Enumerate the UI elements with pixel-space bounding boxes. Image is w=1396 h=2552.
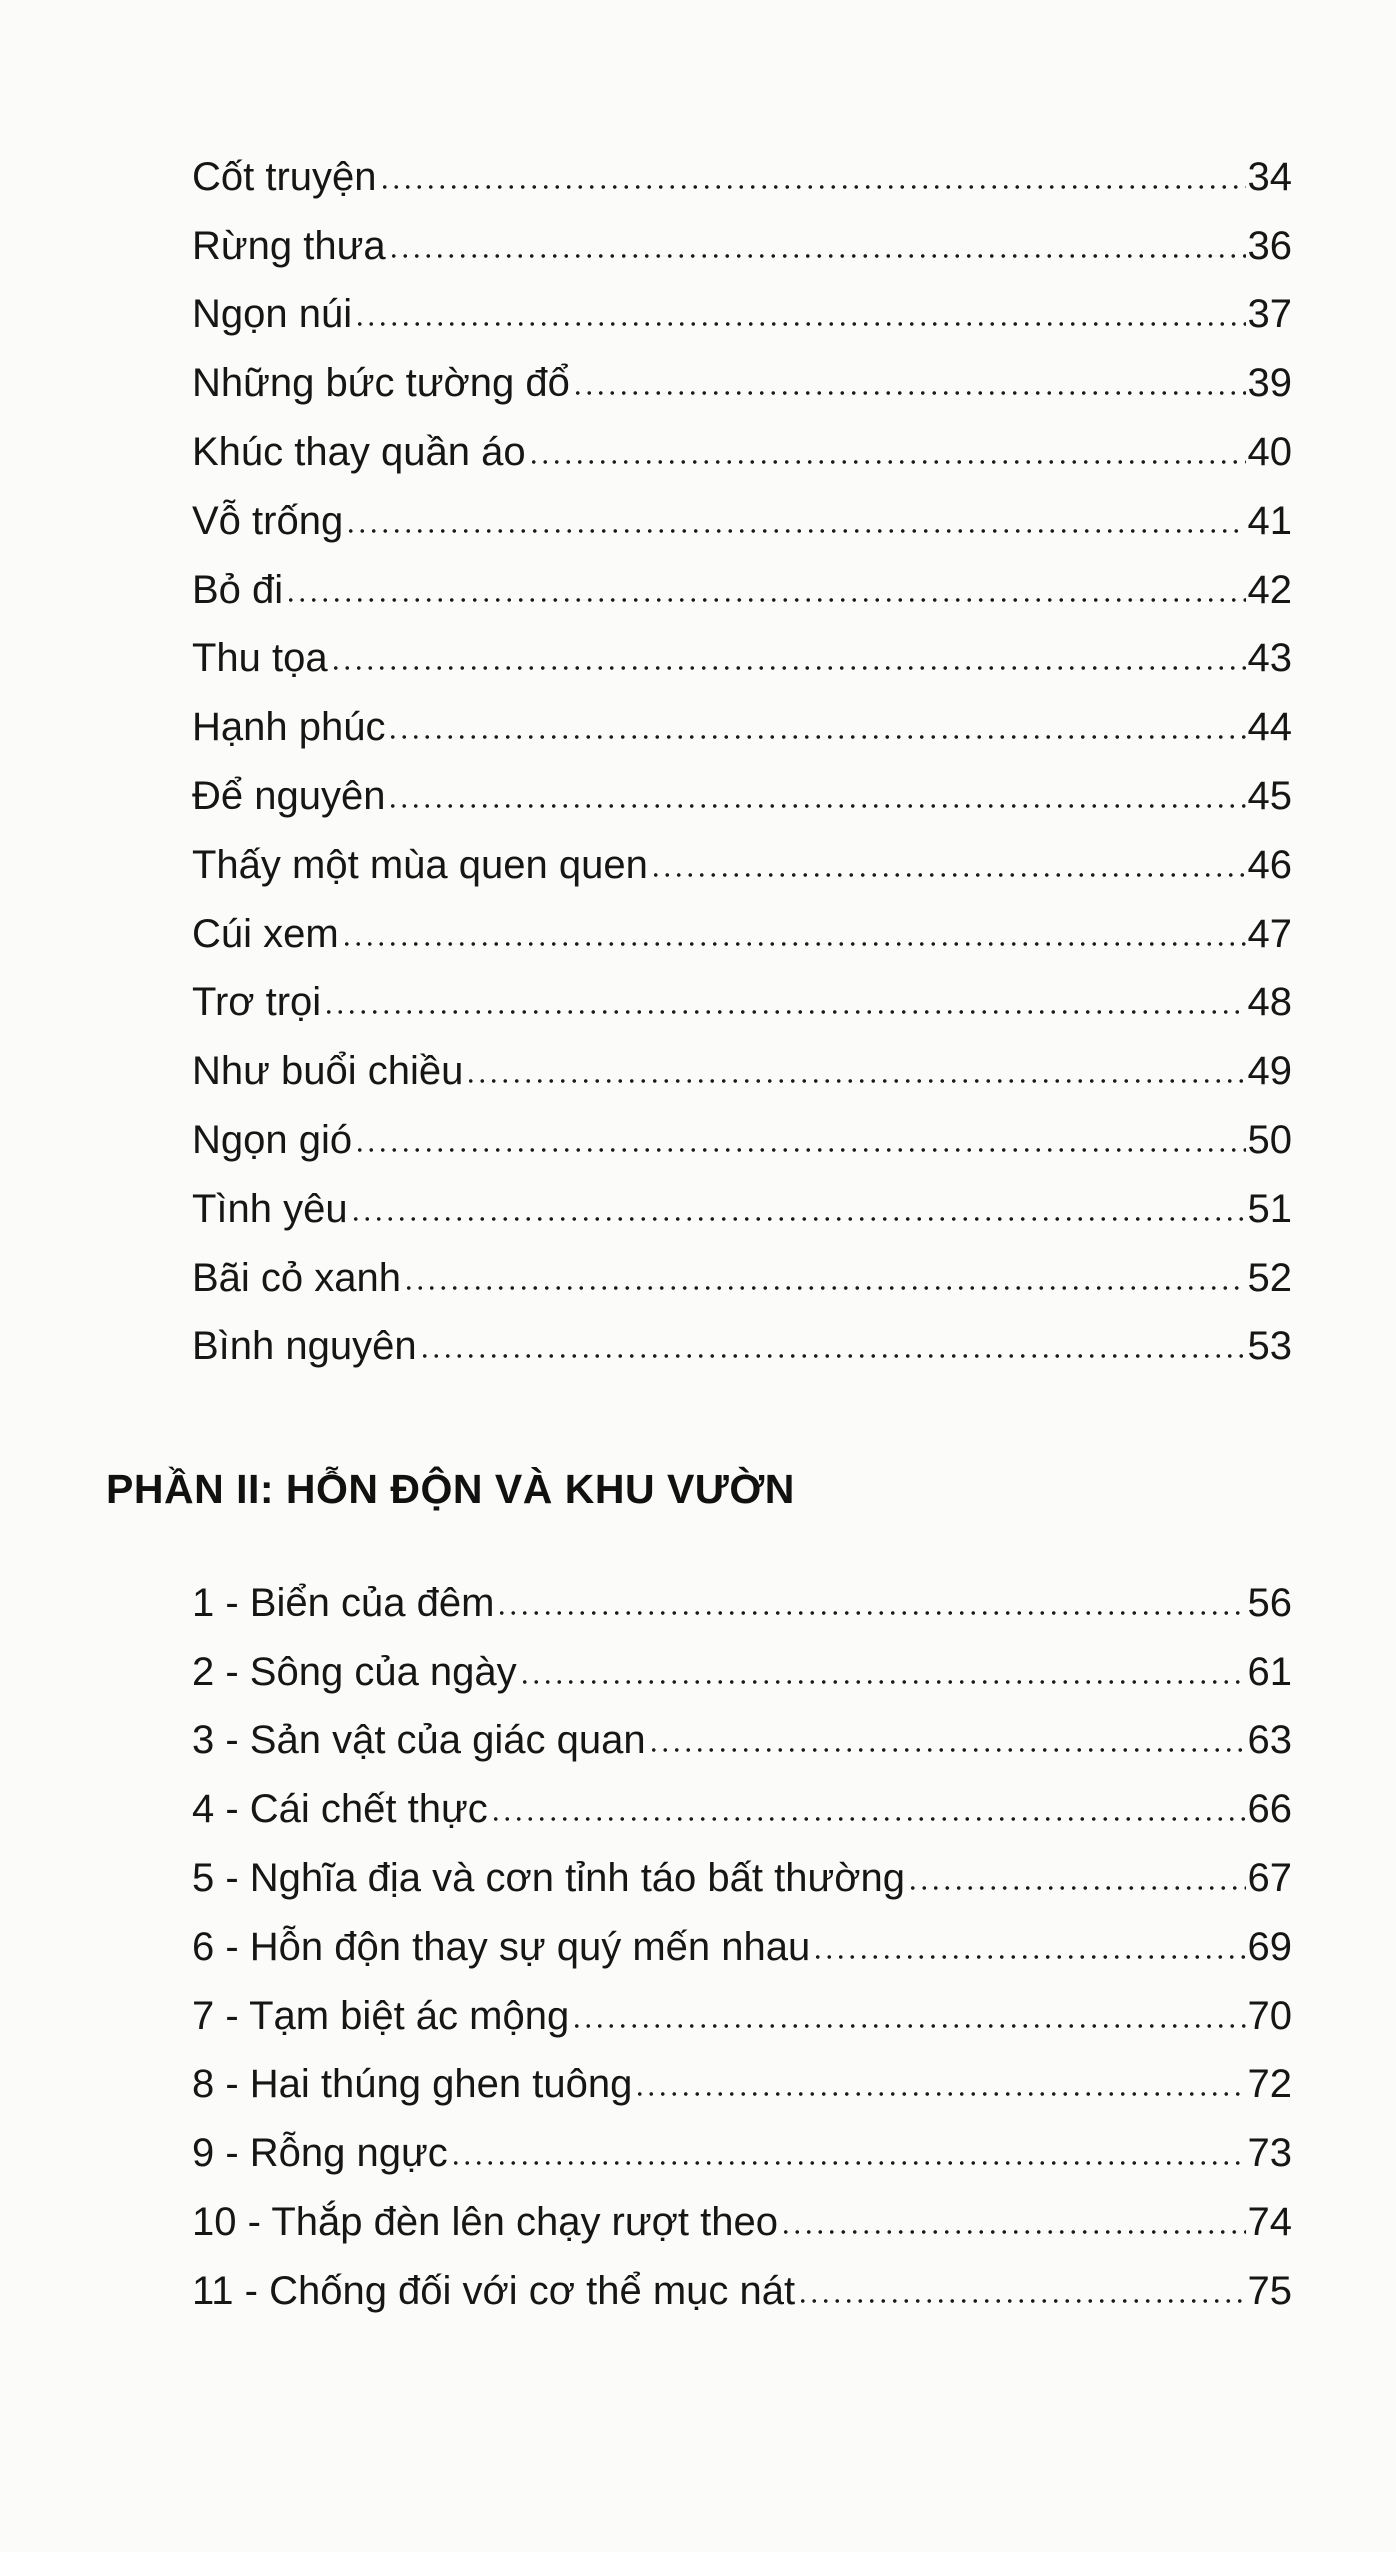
dot-leader: [354, 1147, 1245, 1153]
entry-page-number: 40: [1247, 429, 1292, 474]
toc-entry: [192, 1760, 1292, 1832]
toc-entry: [192, 197, 1292, 266]
entry-page-number: 67: [1247, 1855, 1292, 1900]
toc-entry: [192, 1967, 1292, 2036]
entry-title: 4 - Cái chết thực: [192, 1787, 488, 1832]
entry-page-number: 48: [1247, 980, 1292, 1025]
toc-entry: [192, 403, 1292, 472]
dot-leader: [519, 1679, 1246, 1685]
entry-title: 11 - Chống đối với cơ thể mục nát: [192, 2268, 796, 2313]
dot-leader: [797, 2298, 1245, 2304]
toc-entry: [192, 2104, 1292, 2176]
toc-entry: [192, 1091, 1292, 1160]
toc-entry: [192, 334, 1292, 406]
entry-page-number: 52: [1247, 1255, 1292, 1300]
dot-leader: [812, 1954, 1245, 1960]
dot-leader: [379, 184, 1246, 190]
entry-page-number: 45: [1247, 773, 1292, 818]
dot-leader: [341, 941, 1246, 947]
entry-title: 7 - Tạm biệt ác mộng: [192, 1993, 570, 2038]
entry-title: 6 - Hỗn độn thay sự quý mến nhau: [192, 1924, 811, 1969]
toc-part2-list: [192, 1554, 1292, 2311]
dot-leader: [388, 253, 1246, 259]
entry-title: Cốt truyện: [192, 154, 377, 199]
entry-title: Tình yêu: [192, 1186, 348, 1231]
toc-entry: [192, 2242, 1292, 2311]
entry-title: 9 - Rỗng ngực: [192, 2131, 448, 2176]
toc-entry: [192, 2173, 1292, 2242]
entry-page-number: 44: [1247, 705, 1292, 750]
entry-title: 1 - Biển của đêm: [192, 1580, 495, 1625]
entry-title: Rừng thưa: [192, 223, 386, 268]
toc-entry: [192, 1298, 1292, 1367]
entry-title: 2 - Sông của ngày: [192, 1649, 517, 1694]
entry-page-number: 72: [1247, 2062, 1292, 2107]
dot-leader: [571, 2023, 1245, 2029]
entry-page-number: 34: [1247, 154, 1292, 199]
toc-entry: [192, 954, 1292, 1023]
dot-leader: [780, 2229, 1246, 2235]
dot-leader: [528, 459, 1246, 465]
entry-page-number: 49: [1247, 1049, 1292, 1094]
toc-entry: [192, 885, 1292, 954]
toc-entry: [192, 678, 1292, 750]
entry-page-number: 61: [1247, 1649, 1292, 1694]
entry-title: Thấy một mùa quen quen: [192, 842, 648, 887]
toc-entry: [192, 1160, 1292, 1229]
entry-page-number: 56: [1247, 1580, 1292, 1625]
entry-page-number: 53: [1247, 1324, 1292, 1369]
toc-entry: [192, 472, 1292, 541]
dot-leader: [634, 2091, 1245, 2097]
entry-title: Hạnh phúc: [192, 705, 386, 750]
entry-page-number: 51: [1247, 1186, 1292, 1231]
entry-page-number: 66: [1247, 1787, 1292, 1832]
entry-title: Khúc thay quần áo: [192, 429, 526, 474]
toc-entry: [192, 747, 1292, 816]
toc-entry: [192, 128, 1292, 197]
dot-leader: [285, 597, 1245, 603]
entry-page-number: 69: [1247, 1924, 1292, 1969]
entry-title: Ngọn gió: [192, 1117, 353, 1162]
dot-leader: [648, 1747, 1246, 1753]
toc-entry: [192, 816, 1292, 885]
dot-leader: [403, 1285, 1245, 1291]
entry-title: Những bức tường đổ: [192, 361, 570, 406]
dot-leader: [345, 528, 1245, 534]
entry-page-number: 74: [1247, 2199, 1292, 2244]
dot-leader: [650, 872, 1246, 878]
entry-page-number: 75: [1247, 2268, 1292, 2313]
entry-page-number: 37: [1247, 292, 1292, 337]
entry-page-number: 47: [1247, 911, 1292, 956]
entry-page-number: 46: [1247, 842, 1292, 887]
entry-page-number: 36: [1247, 223, 1292, 268]
toc-entry: [192, 266, 1292, 335]
entry-title: Cúi xem: [192, 911, 339, 956]
entry-title: Vỗ trống: [192, 498, 344, 543]
entry-title: Như buổi chiều: [192, 1049, 464, 1094]
dot-leader: [907, 1885, 1246, 1891]
toc-entry: [192, 1022, 1292, 1094]
entry-page-number: 73: [1247, 2131, 1292, 2176]
dot-leader: [350, 1216, 1246, 1222]
toc-entry: [192, 1229, 1292, 1298]
toc-part1-list: [192, 128, 1292, 1369]
dot-leader: [450, 2160, 1246, 2166]
entry-title: Ngọn núi: [192, 292, 353, 337]
entry-page-number: 50: [1247, 1117, 1292, 1162]
dot-leader: [419, 1353, 1246, 1359]
toc-entry: [192, 1692, 1292, 1761]
dot-leader: [354, 321, 1245, 327]
entry-title: Bỏ đi: [192, 567, 284, 612]
part2-heading: PHẦN II: HỖN ĐỘN VÀ KHU VƯỜN: [106, 1466, 795, 1512]
toc-entry: [192, 1554, 1292, 1623]
entry-title: Bình nguyên: [192, 1324, 417, 1369]
dot-leader: [496, 1610, 1245, 1616]
toc-entry: [192, 1898, 1292, 1967]
entry-title: Bãi cỏ xanh: [192, 1255, 402, 1300]
toc-entry: [192, 610, 1292, 679]
dot-leader: [387, 803, 1245, 809]
toc-entry: [192, 1829, 1292, 1898]
entry-page-number: 70: [1247, 1993, 1292, 2038]
toc-entry: [192, 2036, 1292, 2105]
entry-page-number: 39: [1247, 361, 1292, 406]
entry-title: Để nguyên: [192, 773, 386, 818]
dot-leader: [330, 665, 1246, 671]
dot-leader: [387, 734, 1245, 740]
entry-title: 8 - Hai thúng ghen tuông: [192, 2062, 633, 2107]
entry-title: 10 - Thắp đèn lên chạy rượt theo: [192, 2199, 778, 2244]
entry-page-number: 63: [1247, 1718, 1292, 1763]
entry-title: 5 - Nghĩa địa và cơn tỉnh táo bất thường: [192, 1855, 905, 1900]
entry-page-number: 41: [1247, 498, 1292, 543]
entry-page-number: 42: [1247, 567, 1292, 612]
entry-title: Trơ trọi: [192, 980, 322, 1025]
toc-entry: [192, 1623, 1292, 1692]
dot-leader: [572, 390, 1246, 396]
dot-leader: [465, 1078, 1245, 1084]
entry-page-number: 43: [1247, 636, 1292, 681]
dot-leader: [490, 1816, 1246, 1822]
entry-title: 3 - Sản vật của giác quan: [192, 1718, 646, 1763]
entry-title: Thu tọa: [192, 636, 328, 681]
dot-leader: [323, 1009, 1245, 1015]
toc-entry: [192, 541, 1292, 610]
